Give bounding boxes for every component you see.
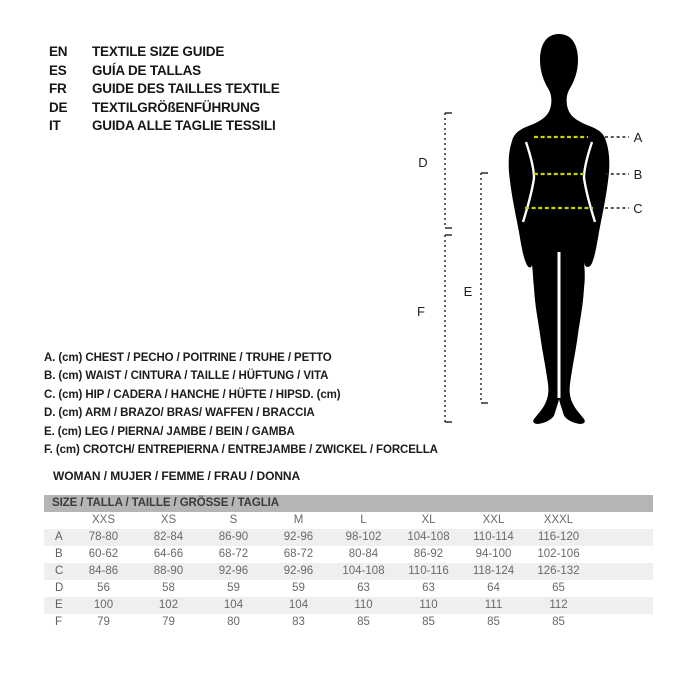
cell: 85 bbox=[487, 616, 500, 628]
size-table-column-header-row bbox=[44, 512, 653, 529]
lang-code: EN bbox=[49, 44, 68, 59]
lang-code: ES bbox=[49, 62, 67, 78]
cell: 63 bbox=[357, 582, 370, 594]
woman-silhouette-figure bbox=[400, 20, 690, 430]
cell: 86-90 bbox=[218, 531, 249, 543]
cell: 100 bbox=[93, 599, 114, 611]
column-header: S bbox=[229, 514, 238, 526]
row-label: E bbox=[55, 599, 63, 611]
cell: 92-96 bbox=[218, 565, 249, 577]
title-row-de bbox=[49, 99, 280, 118]
legend-hip: C. (cm) HIP / CADERA / HANCHE / HÜFTE / HIPSD. (cm) bbox=[44, 388, 341, 401]
legend-chest: A. (cm) CHEST / PECHO / POITRINE / TRUHE / PETTO bbox=[44, 352, 332, 364]
table-row-e bbox=[44, 597, 653, 614]
cell: 88-90 bbox=[153, 565, 184, 577]
cell: 63 bbox=[422, 582, 435, 594]
corner-cell bbox=[44, 512, 71, 529]
cell: 104-108 bbox=[407, 531, 450, 543]
cell: 79 bbox=[97, 616, 110, 628]
table-row-b bbox=[44, 546, 653, 563]
row-label: F bbox=[55, 616, 63, 628]
cell: 102 bbox=[158, 599, 179, 611]
cell: 104-108 bbox=[342, 565, 385, 577]
cell: 85 bbox=[552, 616, 565, 628]
label-leg-e: E bbox=[463, 284, 473, 299]
cell: 104 bbox=[223, 599, 244, 611]
cell: 92-96 bbox=[283, 531, 314, 543]
title-text: TEXTILE SIZE GUIDE bbox=[92, 44, 225, 59]
cell: 86-92 bbox=[413, 548, 444, 560]
cell: 85 bbox=[357, 616, 370, 628]
cell: 126-132 bbox=[537, 565, 580, 577]
label-arm-d: D bbox=[418, 155, 428, 170]
cell: 78-80 bbox=[88, 531, 119, 543]
row-label: B bbox=[55, 548, 63, 560]
cell: 65 bbox=[552, 582, 565, 594]
cell: 79 bbox=[162, 616, 175, 628]
cell: 118-124 bbox=[472, 565, 515, 577]
cell: 56 bbox=[97, 582, 110, 594]
size-table bbox=[44, 495, 653, 631]
row-label: A bbox=[55, 531, 63, 543]
cell: 110-114 bbox=[473, 531, 514, 543]
cell: 59 bbox=[227, 582, 240, 594]
title-row-es bbox=[49, 62, 280, 81]
cell: 104 bbox=[288, 599, 309, 611]
title-text: TEXTILGRÖßENFÜHRUNG bbox=[92, 99, 260, 115]
column-header: XXL bbox=[482, 514, 505, 526]
cell: 116-120 bbox=[537, 531, 580, 543]
row-label: D bbox=[55, 582, 64, 594]
cell: 94-100 bbox=[475, 548, 512, 560]
title-language-list bbox=[49, 43, 280, 136]
legend-waist: B. (cm) WAIST / CINTURA / TAILLE / HÜFTUNG / VITA bbox=[44, 370, 329, 383]
cell: 58 bbox=[162, 582, 175, 594]
column-header: L bbox=[360, 514, 367, 526]
cell: 110 bbox=[354, 599, 373, 611]
section-heading-woman: WOMAN / MUJER / FEMME / FRAU / DONNA bbox=[53, 469, 301, 483]
cell: 111 bbox=[484, 599, 503, 611]
cell: 85 bbox=[422, 616, 435, 628]
label-waist-b: B bbox=[633, 167, 643, 182]
cell: 84-86 bbox=[88, 565, 119, 577]
cell: 110 bbox=[419, 599, 438, 611]
title-row-it bbox=[49, 117, 280, 136]
column-header: XXXL bbox=[543, 514, 574, 526]
column-header: XXS bbox=[91, 514, 115, 526]
cell: 68-72 bbox=[283, 548, 314, 560]
label-hip-c: C bbox=[633, 201, 643, 216]
cell: 80-84 bbox=[348, 548, 379, 560]
title-row-en bbox=[49, 43, 280, 62]
legend-crotch: F. (cm) CROTCH/ ENTREPIERNA / ENTREJAMBE / ZWICKEL / FORCELLA bbox=[44, 444, 438, 457]
title-text: GUIDA ALLE TAGLIE TESSILI bbox=[92, 118, 276, 134]
cell: 112 bbox=[549, 599, 568, 611]
cell: 92-96 bbox=[283, 565, 314, 577]
title-row-fr bbox=[49, 80, 280, 99]
cell: 68-72 bbox=[218, 548, 249, 560]
column-header: M bbox=[293, 514, 304, 526]
cell: 102-106 bbox=[537, 548, 580, 560]
cell: 59 bbox=[292, 582, 305, 594]
column-header: XL bbox=[421, 514, 436, 526]
cell: 83 bbox=[292, 616, 305, 628]
label-crotch-f: F bbox=[417, 304, 425, 319]
table-row-d bbox=[44, 580, 653, 597]
title-text: GUIDE DES TAILLES TEXTILE bbox=[92, 81, 280, 97]
cell: 110-116 bbox=[408, 565, 449, 577]
label-chest-a: A bbox=[633, 130, 643, 145]
title-text: GUÍA DE TALLAS bbox=[92, 62, 201, 78]
cell: 82-84 bbox=[153, 531, 184, 543]
measurement-legend bbox=[44, 349, 438, 459]
legend-leg: E. (cm) LEG / PIERNA/ JAMBE / BEIN / GAMBA bbox=[44, 425, 295, 438]
legend-arm: D. (cm) ARM / BRAZO/ BRAS/ WAFFEN / BRACCIA bbox=[44, 407, 315, 420]
lang-code: FR bbox=[49, 81, 67, 97]
cell: 64-66 bbox=[153, 548, 184, 560]
row-label: C bbox=[55, 565, 64, 577]
cell: 98-102 bbox=[345, 531, 382, 543]
cell: 64 bbox=[487, 582, 500, 594]
lang-code: IT bbox=[49, 118, 61, 134]
table-row-c bbox=[44, 563, 653, 580]
cell: 60-62 bbox=[88, 548, 119, 560]
cell: 80 bbox=[227, 616, 240, 628]
size-table-title-bar: SIZE / TALLA / TAILLE / GRÖSSE / TAGLIA bbox=[44, 495, 653, 512]
table-row-a bbox=[44, 529, 653, 546]
lang-code: DE bbox=[49, 99, 68, 115]
column-header: XS bbox=[160, 514, 177, 526]
table-row-f bbox=[44, 614, 653, 631]
